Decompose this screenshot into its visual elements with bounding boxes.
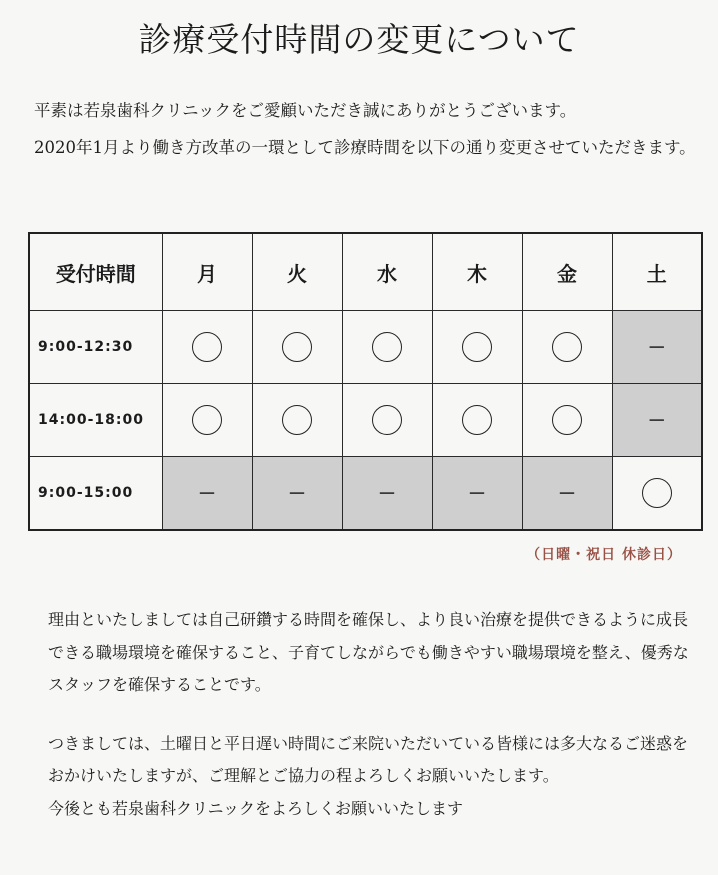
time-slot-label: 9:00-15:00 bbox=[29, 457, 162, 531]
schedule-cell bbox=[252, 457, 342, 531]
schedule-cell bbox=[162, 457, 252, 531]
open-circle-icon bbox=[192, 405, 222, 435]
time-slot-label: 14:00-18:00 bbox=[29, 384, 162, 457]
schedule-cell bbox=[522, 311, 612, 384]
schedule-table bbox=[28, 232, 703, 531]
time-slot-label: 9:00-12:30 bbox=[29, 311, 162, 384]
schedule-cell bbox=[612, 384, 702, 457]
open-circle-icon bbox=[552, 405, 582, 435]
schedule-cell bbox=[522, 457, 612, 531]
open-circle-icon bbox=[372, 405, 402, 435]
open-circle-icon bbox=[282, 405, 312, 435]
schedule-body bbox=[29, 311, 702, 531]
closed-dash-mark: － bbox=[288, 484, 306, 505]
table-row bbox=[29, 384, 702, 457]
day-header-wed: 水 bbox=[342, 233, 432, 311]
reason-paragraph: 理由といたしましては自己研鑽する時間を確保し、より良い治療を提供できるように成長できる職場環境を確保すること、子育てしながらでも働きやすい職場環境を整え、優秀なスタッフを確保することです。 bbox=[48, 610, 689, 694]
open-circle-icon bbox=[462, 405, 492, 435]
body-text bbox=[48, 604, 698, 825]
intro-line: 2020年1月より働き方改革の一環として診療時間を以下の通り変更させていただきます。 bbox=[34, 138, 696, 157]
open-circle-icon bbox=[552, 332, 582, 362]
schedule-cell bbox=[342, 384, 432, 457]
schedule-cell bbox=[432, 457, 522, 531]
holiday-note: （日曜・祝日 休診日） bbox=[526, 547, 682, 563]
schedule-cell bbox=[432, 311, 522, 384]
day-header-mon: 月 bbox=[162, 233, 252, 311]
closed-dash-mark: － bbox=[647, 338, 666, 359]
time-column-header: 受付時間 bbox=[29, 233, 162, 311]
closed-dash-mark: － bbox=[198, 484, 216, 505]
apology-paragraph: つきましては、土曜日と平日遅い時間にご来院いただいている皆様には多大なるご迷惑をおかけいたしますが、ご理解とご協力の程よろしくお願いいたします。 bbox=[48, 733, 689, 785]
open-circle-icon bbox=[282, 332, 312, 362]
open-circle-icon bbox=[462, 332, 492, 362]
day-header-thu: 木 bbox=[432, 233, 522, 311]
closed-dash-mark: － bbox=[468, 484, 486, 505]
closing-line: 今後とも若泉歯科クリニックをよろしくお願いいたします bbox=[48, 798, 464, 818]
open-circle-icon bbox=[642, 478, 672, 508]
day-header-fri: 金 bbox=[522, 233, 612, 311]
page-title: 診療受付時間の変更について bbox=[138, 20, 580, 59]
intro-line: 平素は若泉歯科クリニックをご愛顧いただき誠にありがとうございます。 bbox=[34, 101, 577, 120]
open-circle-icon bbox=[192, 332, 222, 362]
intro-text bbox=[34, 92, 698, 166]
day-header-sat: 土 bbox=[612, 233, 702, 311]
schedule-cell bbox=[342, 457, 432, 531]
schedule-cell bbox=[432, 384, 522, 457]
schedule-cell bbox=[522, 384, 612, 457]
schedule-cell bbox=[252, 311, 342, 384]
table-row bbox=[29, 457, 702, 531]
day-header-tue: 火 bbox=[252, 233, 342, 311]
schedule-cell bbox=[252, 384, 342, 457]
closed-dash-mark: － bbox=[378, 484, 396, 505]
schedule-cell bbox=[162, 384, 252, 457]
closed-dash-mark: － bbox=[647, 411, 666, 432]
schedule-cell bbox=[612, 457, 702, 531]
schedule-cell bbox=[162, 311, 252, 384]
closed-dash-mark: － bbox=[558, 484, 576, 505]
schedule-cell bbox=[612, 311, 702, 384]
table-header-row bbox=[29, 233, 702, 311]
open-circle-icon bbox=[372, 332, 402, 362]
table-row bbox=[29, 311, 702, 384]
schedule-cell bbox=[342, 311, 432, 384]
